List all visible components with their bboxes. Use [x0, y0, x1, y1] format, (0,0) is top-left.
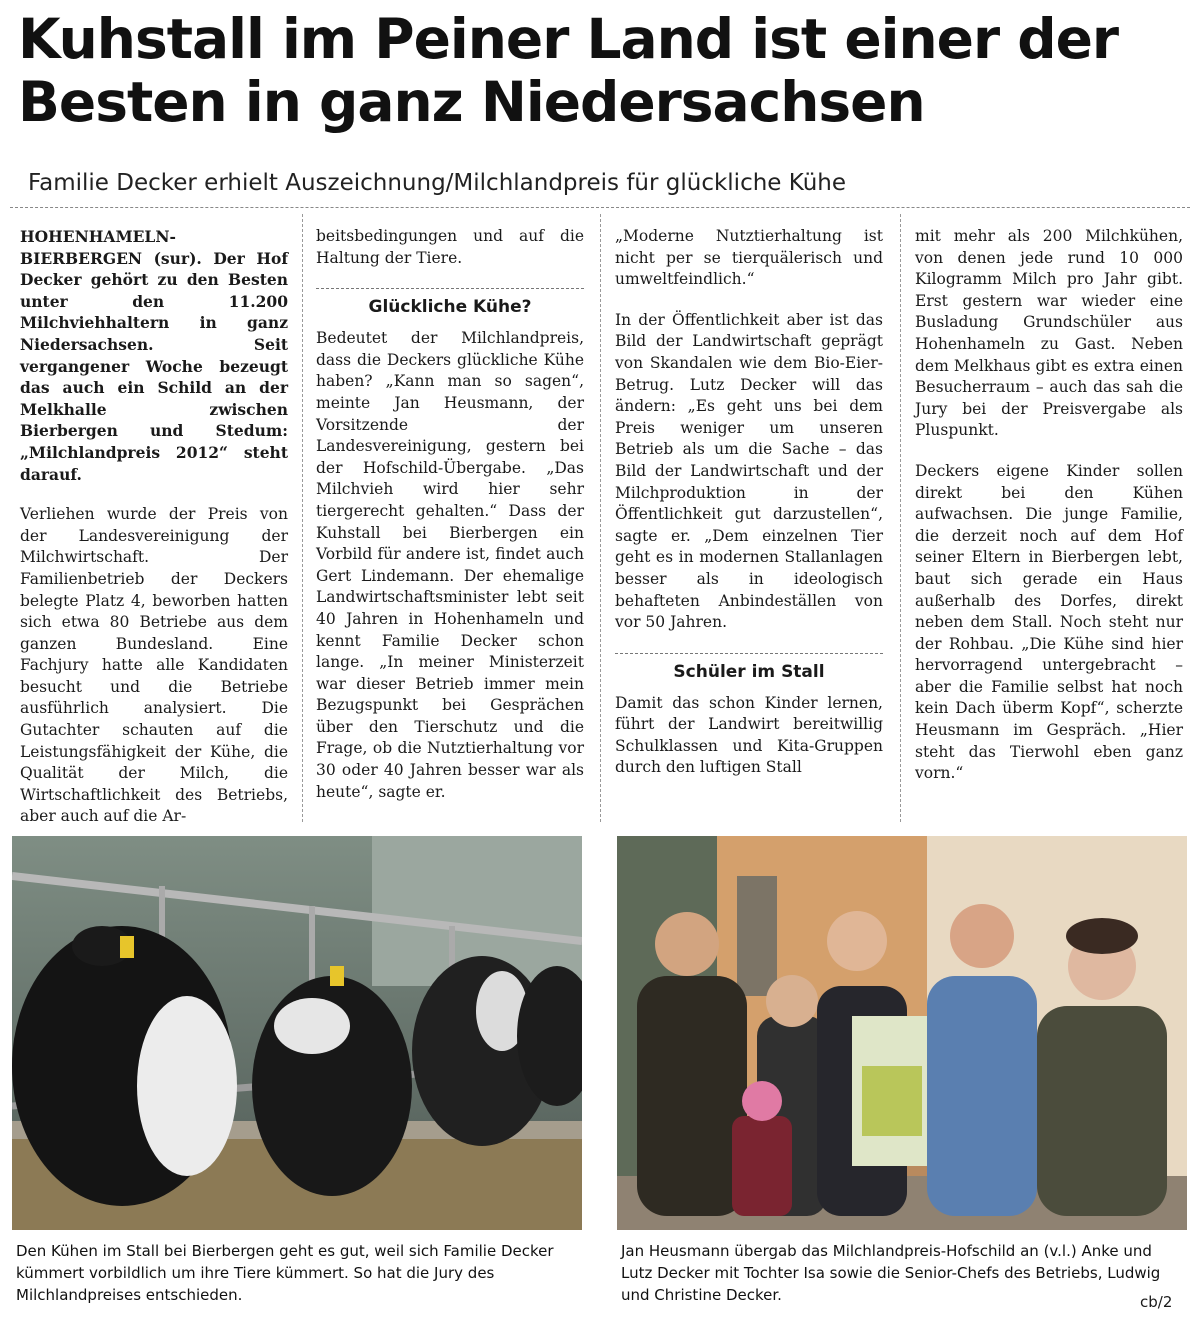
column-1: [20, 226, 288, 847]
body-paragraph: „Moderne Nutztierhaltung ist nicht per se tierquälerisch und umweltfeindlich.“: [615, 227, 883, 289]
photo-credit: cb/2: [1140, 1293, 1173, 1311]
top-divider: [10, 207, 1190, 208]
right-photo-caption: Jan Heusmann übergab das Milchlandpreis-Hofschild an (v.l.) Anke und Lutz Decker mit Tochter Isa sowie die Senior-Chefs des Betriebs, Ludwig und Christine Decker.: [621, 1242, 1161, 1304]
body-paragraph: In der Öffentlichkeit aber ist das Bild der Landwirtschaft geprägt von Skandalen wie dem Bio-Eier-Betrug. Lutz Decker will das ändern: „Es geht uns bei dem Preis weniger um unseren Betrieb als um die Sache – das Bild der Landwirtschaft und der Milchproduktion in der Öffentlichkeit gut darzustellen“, sagte er. „Dem einzelnen Tier geht es in modernen Stallanlagen besser als in ideologisch behafteten Anbindeställen von vor 50 Jahren.: [615, 310, 883, 632]
column-divider: [600, 214, 601, 822]
column-2: [316, 226, 584, 822]
body-paragraph: Verliehen wurde der Preis von der Landesvereinigung der Milchwirtschaft. Der Familienbetrieb der Deckers belegte Platz 4, beworben hatten sich etwa 80 Betriebe aus dem ganzen Bundesland. Eine Fachjury hatte alle Kandidaten besucht und die Betriebe ausführlich analysiert. Die Gutachter schauten auf die Leistungsfähigkeit der Kühe, die Qualität der Milch, die Wirtschaftlichkeit des Betriebs, aber auch auf die Ar-: [20, 505, 288, 826]
family-illustration: [617, 836, 1187, 1230]
article-headline: Kuhstall im Peiner Land ist einer der Besten in ganz Niedersachsen: [18, 7, 1119, 134]
body-paragraph: Deckers eigene Kinder sollen direkt bei den Kühen aufwachsen. Die junge Familie, die derzeit noch auf dem Hof seiner Eltern in Bierbergen lebt, baut sich gerade ein Haus außerhalb des Dorfes, direkt neben dem Stall. Noch steht nur der Rohbau. „Die Kühe sind hier hervorragend untergebracht – aber die Familie selbst hat noch kein Dach überm Kopf“, scherzte Heusmann im Gespräch. „Hier steht das Tierwohl eben ganz vorn.“: [915, 461, 1183, 783]
section-subheading: Glückliche Kühe?: [316, 288, 584, 318]
cows-photo: [12, 836, 582, 1230]
lead-paragraph: HOHENHAMELN-BIERBERGEN (sur). Der Hof Decker gehört zu den Besten unter den 11.200 Milchviehhaltern in ganz Niedersachsen. Seit vergangener Woche bezeugt das auch ein Schild an der Melkhalle zwischen Bierbergen und Stedum: „Milchlandpreis 2012“ steht darauf.: [20, 227, 288, 484]
left-photo-caption: Den Kühen im Stall bei Bierbergen geht es gut, weil sich Familie Decker kümmert vorbildlich um ihre Tiere kümmert. So hat die Jury des Milchlandpreises entschieden.: [16, 1242, 554, 1304]
body-paragraph: beitsbedingungen und auf die Haltung der Tiere.: [316, 227, 584, 267]
article-subheadline: Familie Decker erhielt Auszeichnung/Milchlandpreis für glückliche Kühe: [28, 170, 846, 196]
column-4: [915, 226, 1183, 804]
column-divider: [900, 214, 901, 822]
award-photo: [617, 836, 1187, 1230]
column-3: [615, 226, 883, 798]
cows-illustration: [12, 836, 582, 1230]
body-paragraph: Damit das schon Kinder lernen, führt der Landwirt bereitwillig Schulklassen und Kita-Gruppen durch den luftigen Stall: [615, 693, 883, 777]
body-paragraph: mit mehr als 200 Milchkühen, von denen jede rund 10 000 Kilogramm Milch pro Jahr gibt. Erst gestern war wieder eine Busladung Grundschüler aus Hohenhameln zu Gast. Neben dem Melkhaus gibt es extra einen Besucherraum – auch das sah die Jury bei der Preisvergabe als Pluspunkt.: [915, 227, 1183, 440]
section-subheading: Schüler im Stall: [615, 653, 883, 683]
column-divider: [302, 214, 303, 822]
body-paragraph: Bedeutet der Milchlandpreis, dass die Deckers glückliche Kühe haben? „Kann man so sagen“, meinte Jan Heusmann, der Vorsitzende der Landesvereinigung, gestern bei der Hofschild-Übergabe. „Das Milchvieh wird hier sehr tiergerecht gehalten.“ Dass der Kuhstall bei Bierbergen ein Vorbild für andere ist, findet auch Gert Lindemann. Der ehemalige Landwirtschaftsminister lebt seit 40 Jahren in Hohenhameln und kennt Familie Decker schon lange. „In meiner Ministerzeit war dieser Betrieb immer mein Bezugspunkt bei Gesprächen über den Tierschutz und die Frage, ob die Nutztierhaltung vor 30 oder 40 Jahren besser war als heute“, sagte er.: [316, 329, 584, 801]
